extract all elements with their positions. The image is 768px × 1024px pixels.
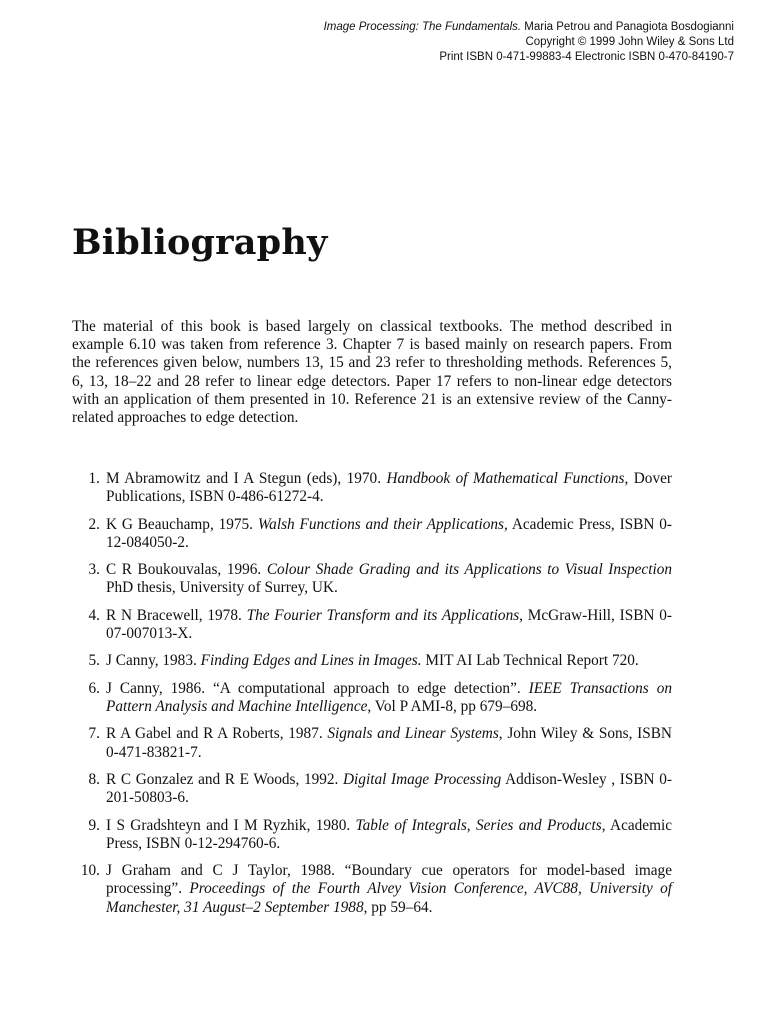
reference-number: 2. — [88, 515, 100, 533]
reference-details: , Vol P AMI-8, pp 679–698. — [367, 697, 538, 715]
reference-item — [72, 817, 672, 853]
reference-title: Table of Integrals, Series and Products — [355, 816, 602, 834]
reference-item — [72, 771, 672, 807]
reference-item — [72, 516, 672, 552]
reference-authors: C R Boukouvalas, 1996. — [106, 561, 267, 579]
isbn-line: Print ISBN 0-471-99883-4 Electronic ISBN 0-470-84190-7 — [439, 51, 734, 63]
reference-item — [72, 862, 672, 917]
reference-number: 7. — [88, 725, 100, 743]
reference-authors: J Canny, 1983. — [106, 652, 201, 670]
reference-authors: J Graham and C J Taylor, 1988. “Boundary cue operators for model-based image processing”. — [106, 862, 672, 898]
reference-item — [72, 607, 672, 643]
reference-number: 3. — [88, 561, 100, 579]
copyright-line: Copyright © 1999 John Wiley & Sons Ltd — [525, 36, 734, 48]
reference-title: Signals and Linear Systems — [327, 725, 499, 743]
reference-number: 10. — [80, 862, 100, 880]
reference-title: IEEE Transactions on Pattern Analysis and Machine Intelligence — [106, 679, 673, 715]
reference-details: , McGraw-Hill, ISBN 0-07-007013-X. — [106, 606, 672, 642]
reference-authors: K G Beauchamp, 1975. — [106, 515, 258, 533]
reference-title: Digital Image Processing — [343, 770, 502, 788]
reference-item — [72, 561, 672, 597]
reference-authors: M Abramowitz and I A Stegun (eds), 1970. — [106, 470, 387, 487]
book-authors: Maria Petrou and Panagiota Bosdogianni — [521, 21, 734, 33]
reference-details: PhD thesis, University of Surrey, UK. — [106, 579, 338, 597]
reference-authors: R N Bracewell, 1978. — [106, 606, 247, 624]
reference-authors: R A Gabel and R A Roberts, 1987. — [106, 725, 328, 743]
reference-authors: J Canny, 1986. “A computational approach to edge detection”. — [106, 679, 529, 697]
reference-details: , Academic Press, ISBN 0-12-294760-6. — [106, 816, 673, 852]
reference-list — [72, 470, 672, 926]
reference-details: Addison-Wesley , ISBN 0-201-50803-6. — [106, 770, 672, 807]
reference-item — [72, 652, 672, 670]
page-title: Bibliography — [72, 222, 328, 263]
page-header — [324, 20, 734, 65]
reference-title: Walsh Functions and their Applications — [257, 515, 505, 533]
reference-item — [72, 680, 672, 716]
header-citation-line — [324, 20, 734, 35]
reference-details: MIT AI Lab Technical Report 720. — [421, 652, 639, 670]
reference-number: 8. — [88, 770, 100, 788]
reference-title: Finding Edges and Lines in Images. — [200, 652, 422, 670]
book-title: Image Processing: The Fundamentals. — [323, 21, 522, 33]
reference-title: The Fourier Transform and its Applications — [246, 606, 520, 624]
reference-details: , John Wiley & Sons, ISBN 0-471-83821-7. — [106, 725, 672, 761]
intro-paragraph: The material of this book is based largely on classical textbooks. The method described in example 6.10 was taken from reference 3. Chapter 7 is based mainly on research papers. From the references given below, numbers 13, 15 and 23 refer to thresholding methods. References 5, 6, 13, 18–22 and 28 refer to linear edge detectors. Paper 17 refers to non-linear edge detectors with an application of them presented in 10. Reference 21 is an extensive review of the Canny-related approaches to edge detection. — [72, 318, 672, 427]
reference-details: , Academic Press, ISBN 0-12-084050-2. — [106, 515, 672, 551]
reference-item — [72, 725, 672, 761]
reference-title: Colour Shade Grading and its Applications to Visual Inspection — [266, 561, 672, 579]
reference-details: , pp 59–64. — [363, 898, 433, 916]
reference-title: Proceedings of the Fourth Alvey Vision Conference, AVC88, University of Manchester, 31 August–2 September 1988 — [106, 880, 672, 916]
reference-number: 9. — [88, 816, 100, 834]
reference-number: 6. — [88, 679, 100, 697]
reference-authors: R C Gonzalez and R E Woods, 1992. — [106, 770, 343, 788]
reference-details: , Dover Publications, ISBN 0-486-61272-4. — [106, 470, 672, 506]
reference-authors: I S Gradshteyn and I M Ryzhik, 1980. — [106, 816, 356, 834]
reference-number: 4. — [88, 606, 100, 624]
reference-number: 1. — [88, 470, 100, 487]
reference-item — [72, 470, 672, 506]
reference-number: 5. — [88, 652, 100, 670]
reference-title: Handbook of Mathematical Functions — [386, 470, 625, 487]
